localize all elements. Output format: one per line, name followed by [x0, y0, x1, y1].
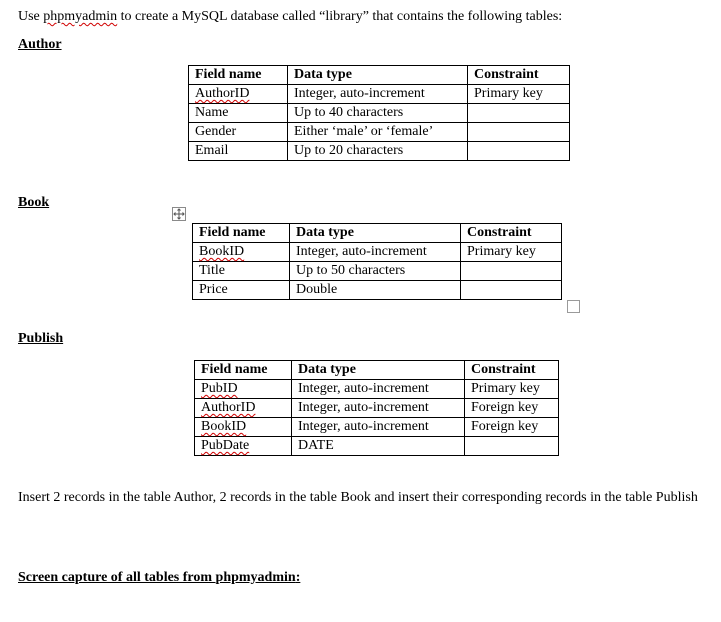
- table-row: [189, 85, 570, 104]
- table-row: [193, 243, 562, 262]
- table-row: [193, 262, 562, 281]
- publish-heading: Publish: [18, 331, 64, 346]
- intro-line: [18, 8, 562, 26]
- constraint-cell: [461, 262, 562, 281]
- book-heading: Book: [18, 195, 50, 210]
- instructions-paragraph: Insert 2 records in the table Author, 2 records in the table Book and insert their corresponding records in the table Publish: [18, 490, 698, 505]
- constraint-cell: [468, 123, 570, 142]
- author-heading: Author: [18, 37, 62, 52]
- field-name-cell: AuthorID: [195, 86, 250, 101]
- field-name-cell: Price: [193, 281, 290, 300]
- author-table-header: [189, 66, 570, 85]
- data-type-cell: Up to 40 characters: [288, 104, 468, 123]
- constraint-cell: [468, 142, 570, 161]
- table-resize-handle[interactable]: [567, 300, 580, 313]
- intro-text-after: to create a MySQL database called “library” that contains the following tables:: [117, 9, 563, 24]
- data-type-cell: Up to 20 characters: [288, 142, 468, 161]
- field-name-cell: AuthorID: [201, 400, 256, 415]
- data-type-cell: Integer, auto-increment: [292, 380, 465, 399]
- table-row: [193, 281, 562, 300]
- field-name-cell: PubID: [201, 381, 238, 396]
- data-type-cell: Up to 50 characters: [290, 262, 461, 281]
- constraint-cell: Primary key: [468, 85, 570, 104]
- table-row: [195, 437, 559, 456]
- author-col-constraint: Constraint: [468, 66, 570, 85]
- table-move-handle[interactable]: [172, 207, 186, 221]
- constraint-cell: Foreign key: [465, 418, 559, 437]
- table-row: [189, 123, 570, 142]
- book-col-field: Field name: [193, 224, 290, 243]
- publish-col-field: Field name: [195, 361, 292, 380]
- table-row: [195, 418, 559, 437]
- publish-table: [194, 360, 559, 456]
- publish-col-type: Data type: [292, 361, 465, 380]
- data-type-cell: Integer, auto-increment: [288, 85, 468, 104]
- data-type-cell: Integer, auto-increment: [290, 243, 461, 262]
- data-type-cell: DATE: [292, 437, 465, 456]
- field-name-cell: PubDate: [201, 438, 250, 453]
- constraint-cell: Primary key: [461, 243, 562, 262]
- field-name-cell: BookID: [199, 244, 245, 259]
- field-name-cell: BookID: [201, 419, 247, 434]
- author-col-type: Data type: [288, 66, 468, 85]
- constraint-cell: [468, 104, 570, 123]
- intro-app-name: phpmyadmin: [43, 9, 118, 24]
- book-col-constraint: Constraint: [461, 224, 562, 243]
- book-table: [192, 223, 562, 300]
- capture-app-name: phpmyadmin: [215, 570, 296, 585]
- author-table: [188, 65, 570, 161]
- constraint-cell: [461, 281, 562, 300]
- field-name-cell: Title: [193, 262, 290, 281]
- data-type-cell: Integer, auto-increment: [292, 418, 465, 437]
- intro-text-before: Use: [18, 9, 44, 24]
- field-name-cell: Gender: [189, 123, 288, 142]
- data-type-cell: Integer, auto-increment: [292, 399, 465, 418]
- table-row: [195, 380, 559, 399]
- field-name-cell: Name: [189, 104, 288, 123]
- constraint-cell: Primary key: [465, 380, 559, 399]
- publish-table-header: [195, 361, 559, 380]
- table-row: [189, 142, 570, 161]
- field-name-cell: Email: [189, 142, 288, 161]
- data-type-cell: Double: [290, 281, 461, 300]
- table-row: [195, 399, 559, 418]
- data-type-cell: Either ‘male’ or ‘female’: [288, 123, 468, 142]
- book-table-header: [193, 224, 562, 243]
- capture-text-after: :: [295, 570, 301, 585]
- screen-capture-heading: [18, 569, 300, 587]
- capture-text-before: Screen capture of all tables from: [18, 570, 216, 585]
- constraint-cell: Foreign key: [465, 399, 559, 418]
- publish-col-constraint: Constraint: [465, 361, 559, 380]
- constraint-cell: [465, 437, 559, 456]
- book-col-type: Data type: [290, 224, 461, 243]
- move-arrows-icon: [173, 208, 185, 220]
- table-row: [189, 104, 570, 123]
- author-col-field: Field name: [189, 66, 288, 85]
